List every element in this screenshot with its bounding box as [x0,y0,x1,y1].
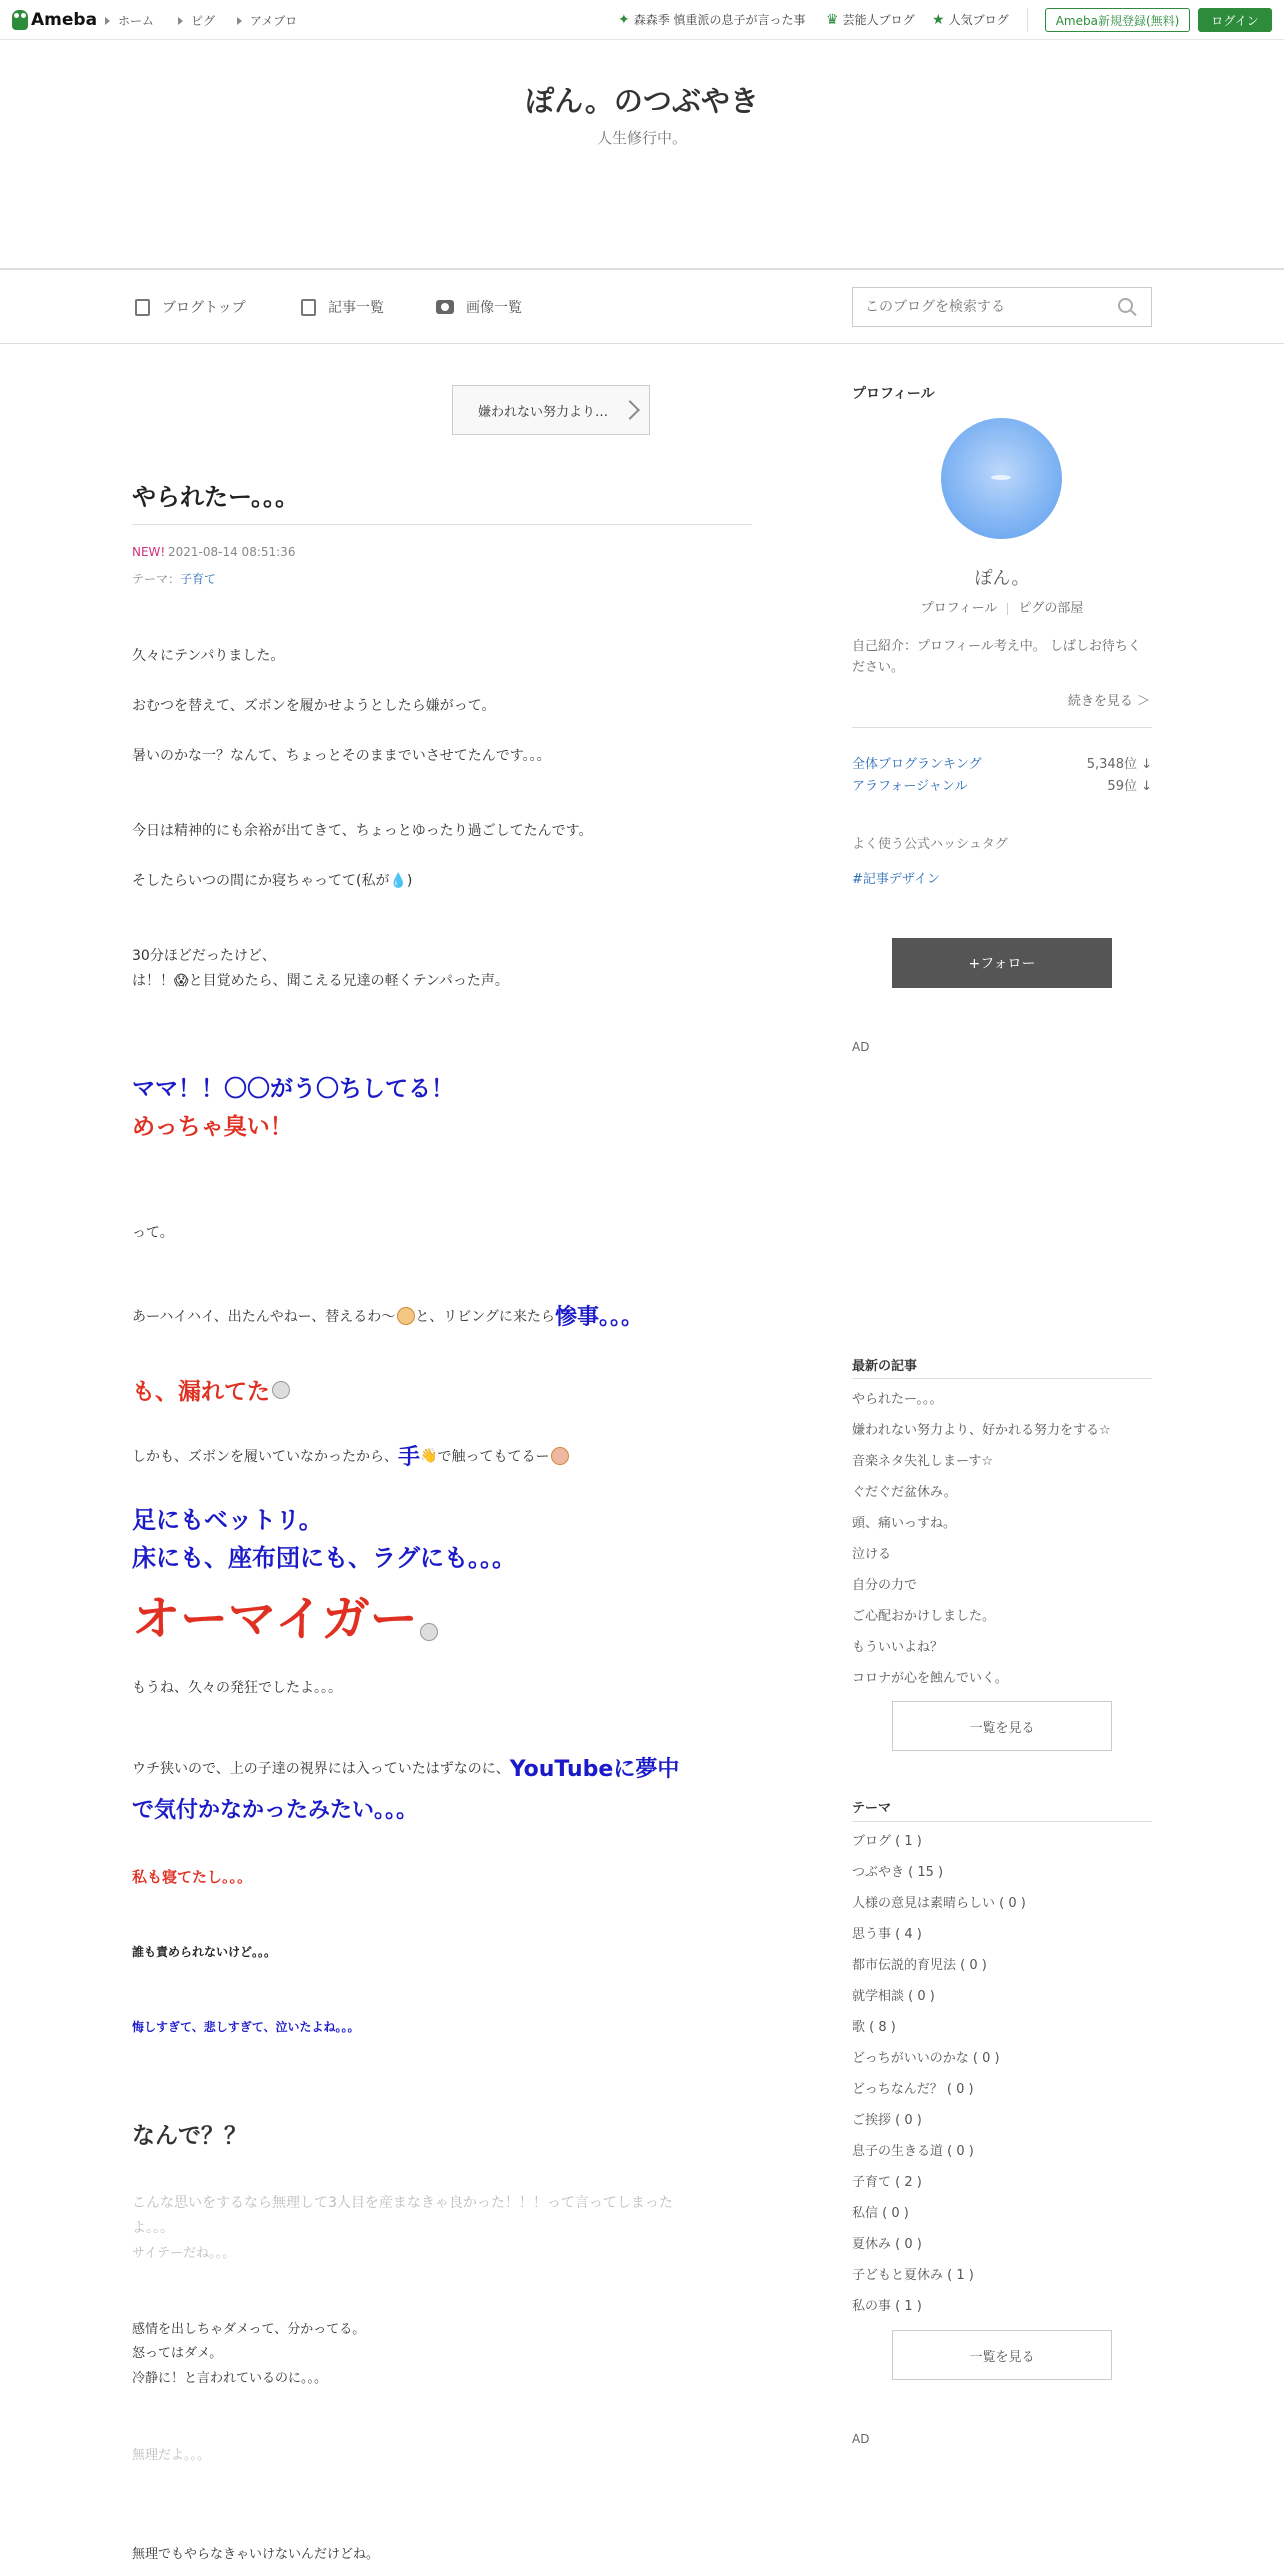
profile-heading: プロフィール [852,386,935,402]
document-icon [135,299,150,316]
theme-heading: テーマ [852,1801,892,1816]
emphasis-text: ママ！！〇〇がう〇ちしてる！ [132,1076,454,1102]
theme-label: テーマ： [132,572,181,586]
hashtag-heading: よく使う公式ハッシュタグ [852,837,1008,852]
entry-title[interactable]: やられたー。。。 [132,483,300,511]
paragraph: サイテーだね。。。 [132,2246,236,2261]
nav-image-list[interactable] [436,297,522,317]
smile-emoji-icon [397,1307,415,1325]
chevron-right-icon [620,400,640,420]
theme-item[interactable]: 子育て ( 2 ) [852,2175,922,2190]
nav-ameblo[interactable] [237,12,297,29]
paragraph: 感情を出しちゃダメって、分かってる。 [132,2322,366,2337]
text: あーハイハイ、出たんやねー、替えるわ〜 [132,1308,396,1325]
paragraph: 暑いのかな一？なんて、ちょっとそのままでいさせてたんです。。。 [132,748,551,764]
paragraph: 無理でもやらなきゃいけないんだけどね。 [132,2547,380,2562]
triangle-icon [105,17,110,25]
theme-item[interactable]: 夏休み ( 0 ) [852,2237,922,2252]
recent-entry[interactable]: 嫌われない努力より、好かれる努力をする☆ [852,1423,1111,1438]
recent-entry[interactable]: もういいよね？ [852,1640,944,1655]
ameba-logo[interactable] [12,8,97,32]
text: と目覚めたら、聞こえる兄達の軽くテンパった声。 [188,973,509,989]
shocked-emoji-icon [420,1623,438,1641]
triangle-icon [237,17,242,25]
paragraph: 怒ってはダメ。 [132,2346,223,2361]
divider [852,727,1152,728]
ranking-value: 5,348位 ↓ [1086,757,1152,772]
droplet-icon: 💧 [389,873,407,889]
nav-blog-top[interactable] [135,297,246,317]
theme-item[interactable]: 私信 ( 0 ) [852,2206,909,2221]
pig-room-link[interactable]: ピグの部屋 [1018,601,1084,616]
crown-icon: ♛ [826,11,839,28]
recent-entry[interactable]: 頭、痛いっすね。 [852,1516,957,1531]
signup-button[interactable]: Ameba新規登録(無料) [1045,8,1190,32]
theme-item[interactable]: 思う事 ( 4 ) [852,1927,922,1942]
top-link-popular-label: 人気ブログ [948,13,1009,27]
prev-entry-button[interactable] [452,385,650,435]
nav-entry-list[interactable] [301,297,384,317]
paragraph: もうね、久々の発狂でしたよ。。。 [132,1680,342,1696]
top-link-celebrity[interactable] [826,11,915,28]
brand-label: Ameba [31,10,98,30]
theme-item[interactable]: 子どもと夏休み ( 1 ) [852,2268,974,2283]
recent-entry[interactable]: コロナが心を蝕んでいく。 [852,1671,1008,1686]
global-header [0,0,1284,40]
theme-item[interactable]: 人様の意見は素晴らしい ( 0 ) [852,1896,1026,1911]
blog-nav [0,270,1284,344]
emphasis-text: 足にもベットリ。 [132,1506,323,1534]
hand-icon: 👋 [420,1447,438,1464]
top-link-trend[interactable] [618,11,806,28]
paragraph [132,870,412,890]
paragraph: 30分ほどだったけど、 [132,948,276,964]
crying-emoji-icon [272,1381,290,1399]
shock-emoji-icon: 😱 [174,973,189,989]
recent-entry[interactable]: ご心配おかけしました。 [852,1609,996,1624]
paragraph [132,1440,569,1471]
text: オーマイガー [132,1591,418,1647]
text: は！！ [132,973,174,989]
emphasis-text: 手 [398,1445,421,1470]
nav-home[interactable] [105,12,154,29]
emphasis-text: 惨事。。。 [554,1305,643,1330]
text: で触ってもてるー [437,1448,550,1465]
paragraph: おむつを替えて、ズボンを履かせようとしたら嫌がって。 [132,698,496,714]
top-link-celebrity-label: 芸能人ブログ [842,13,915,27]
read-more-link[interactable]: 続きを見る ＞ [1067,694,1150,709]
triangle-icon [178,17,183,25]
see-all-recent-button[interactable]: 一覧を見る [892,1701,1112,1751]
emphasis-text: めっちゃ臭い！ [132,1114,293,1140]
text: と、リビングに来たら [415,1308,555,1325]
paragraph: って。 [132,1225,174,1241]
recent-heading: 最新の記事 [852,1359,918,1374]
paragraph: よ。。。 [132,2220,174,2236]
paragraph: 今日は精神的にも余裕が出てきて、ちょっとゆったり過ごしてたんです。 [132,823,593,839]
profile-intro: 自己紹介：プロフィール考え中。 しばしお待ちください。 [852,639,1141,675]
follow-button[interactable]: +フォロー [892,938,1112,988]
recent-entry[interactable]: 自分の力で [852,1578,918,1593]
copy-icon [301,299,316,316]
text: そしたらいつの間にか寝ちゃってて(私が [132,873,390,889]
nav-blog-top-label: ブログトップ [162,300,246,316]
recent-entry[interactable]: 音楽ネタ失礼しまーす☆ [852,1454,994,1469]
star-icon: ✦ [618,11,630,28]
theme-item[interactable]: 都市伝説的育児法 ( 0 ) [852,1958,987,1973]
entry-theme [132,570,216,587]
theme-item[interactable]: 就学相談 ( 0 ) [852,1989,935,2004]
new-badge: NEW! [132,545,166,559]
divider [1007,603,1008,615]
search-icon[interactable] [1118,298,1133,313]
frog-icon [12,10,28,30]
profile-nickname[interactable]: ぽん。 [974,568,1030,589]
text: しかも、ズボンを履いていなかったから、 [132,1448,398,1465]
theme-item[interactable]: どっちなんだ？ ( 0 ) [852,2082,974,2097]
theme-item[interactable]: 私の事 ( 1 ) [852,2299,922,2314]
profile-link[interactable]: プロフィール [920,601,998,616]
recent-entry[interactable]: ぐだぐだ盆休み。 [852,1485,957,1500]
blog-description: 人生修行中。 [596,129,687,147]
blog-header [0,40,1284,270]
star-icon: ★ [932,11,945,28]
ranking-value: 59位 ↓ [1107,779,1152,794]
theme-item[interactable]: つぶやき ( 15 ) [852,1865,944,1880]
face-emoji-icon [551,1447,569,1465]
nav-home-label: ホーム [118,14,155,28]
divider [852,1378,1152,1379]
divider [132,524,752,525]
nav-entry-list-label: 記事一覧 [328,300,384,316]
theme-item[interactable]: 歌 ( 8 ) [852,2020,896,2035]
theme-item[interactable]: ブログ ( 1 ) [852,1834,922,1849]
entry-date: 2021-08-14 08:51:36 [168,545,296,559]
theme-item[interactable]: ご挨拶 ( 0 ) [852,2113,922,2128]
blog-search-input[interactable] [852,287,1152,327]
nav-pigg[interactable] [178,12,215,29]
paragraph: 無理だよ。。。 [132,2448,211,2463]
camera-icon [436,300,454,314]
divider [852,1821,1152,1822]
emphasis-text: 誰も責められないけど。。。 [132,1945,277,1959]
emphasis-text: で気付かなかったみたい。。。 [132,1798,419,1823]
top-link-popular[interactable] [932,11,1009,28]
ranking-name: 全体ブログランキング [852,757,982,772]
paragraph: 冷静に！と言われているのに。。。 [132,2371,328,2386]
theme-item[interactable]: 息子の生きる道 ( 0 ) [852,2144,974,2159]
prev-entry-label: 嫌われない努力より… [478,404,609,420]
blog-title[interactable]: ぽん。のつぶやき [525,84,759,118]
top-link-trend-label: 森森季 慎重派の息子が言った事 [633,13,806,27]
text: も、漏れてた [132,1379,270,1405]
emphasis-text: 悔しすぎて、悲しすぎて、泣いたよね。。。 [132,2020,360,2034]
avatar[interactable] [941,418,1062,539]
hashtag-link[interactable]: #記事デザイン [852,872,940,887]
theme-item[interactable]: どっちがいいのかな ( 0 ) [852,2051,1000,2066]
text: ウチ狭いので、上の子達の視界には入っていたはずなのに、 [132,1760,510,1777]
see-all-themes-button[interactable]: 一覧を見る [892,2330,1112,2380]
recent-entry[interactable]: 泣ける [852,1547,892,1562]
emphasis-text: YouTubeに夢中 [509,1757,680,1782]
nav-image-list-label: 画像一覧 [466,300,522,316]
login-button[interactable]: ログイン [1198,8,1272,32]
emphasis-text [132,1373,290,1406]
paragraph [132,970,509,990]
ranking-row[interactable] [852,753,1152,772]
emphasis-text: 私も寝てたし。。。 [132,1868,253,1886]
emphasis-text: 床にも、座布団にも、ラグにも。。。 [132,1544,516,1572]
nav-ameblo-label: アメブロ [250,14,298,28]
recent-entry[interactable]: やられたー。。。 [852,1392,943,1407]
divider [1027,8,1028,32]
paragraph: 久々にテンパりました。 [132,648,285,664]
ranking-row[interactable] [852,775,1152,794]
text: ) [406,873,413,889]
theme-link[interactable]: 子育て [180,572,217,586]
nav-pigg-label: ピグ [191,14,216,28]
paragraph [132,1752,679,1783]
paragraph: こんな思いをするなら無理して3人目を産まなきゃ良かった！！！って言ってしまった [132,2195,673,2211]
ad-label: AD [852,1040,870,1054]
paragraph [132,1300,643,1331]
emphasis-text [132,1580,438,1649]
ranking-name: アラフォージャンル [852,779,968,794]
profile-links [852,597,1152,616]
entry-heading: なんで？？ [132,2123,247,2149]
ad-label: AD [852,2432,870,2446]
